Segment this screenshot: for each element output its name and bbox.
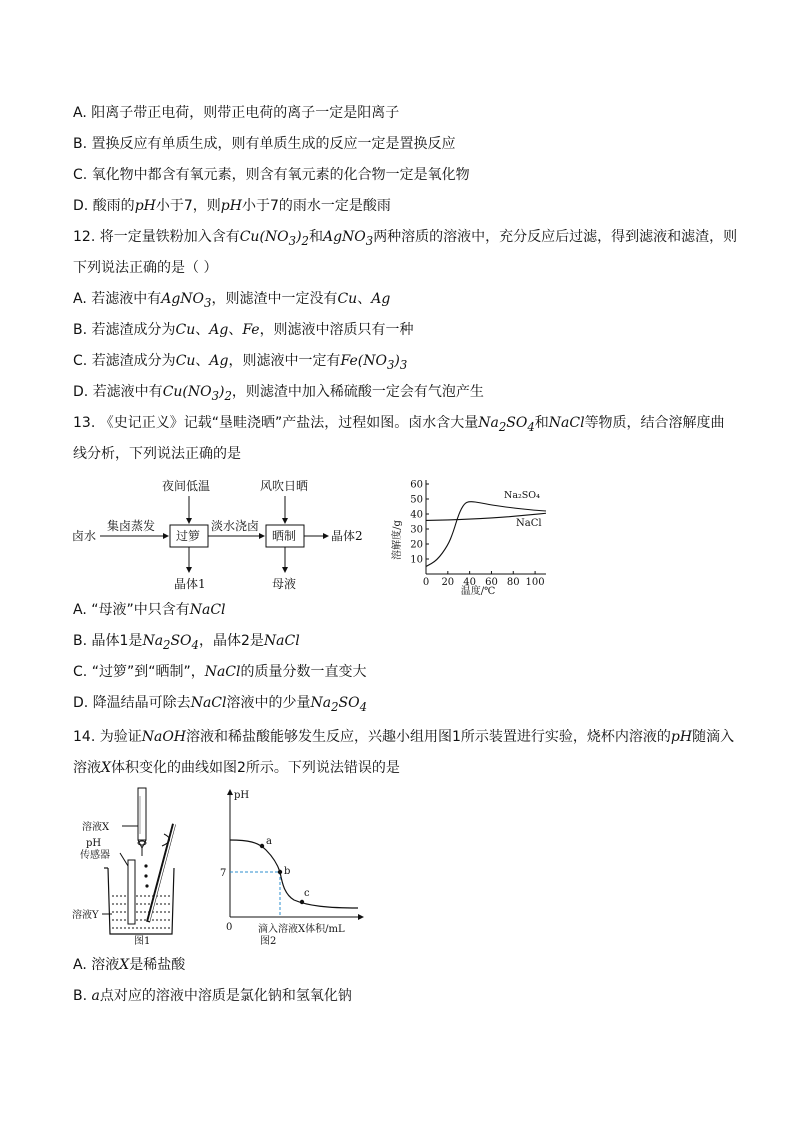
q13-option-b: B. 晶体1是$Na_2SO_4$，晶体2是NaCl [73,633,300,652]
fig2-zero: 0 [226,922,233,933]
fig1-burette [138,788,146,840]
q13-option-d: D. 降温结晶可除去NaCl溶液中的少量$Na_2SO_4$ [73,695,368,714]
fig2-curve [230,840,358,908]
q12-stem-line2: 下列说法正确的是（ ） [73,260,218,276]
sol-xtick-4: 80 [506,577,520,588]
sol-ytick-0: 10 [410,554,423,566]
q14-fig1-apparatus [72,786,202,952]
q11-option-d: D. 酸雨的pH小于7，则pH小于7的雨水一定是酸雨 [73,198,391,214]
fig1-sensor: 传感器 [80,850,110,861]
fig2-caption: 图2 [260,936,277,947]
sol-ytick-2: 30 [410,524,423,536]
fig1-sensor-probe [128,860,135,924]
fig2-seven: 7 [220,868,227,879]
sol-xtick-5: 100 [525,577,545,588]
flow-top1: 夜间低温 [162,479,211,493]
flow-input: 卤水 [72,529,97,543]
flow-step1: 集卤蒸发 [107,519,156,533]
fig1-soly: 溶液Y [72,910,99,921]
sol-xtick-2: 40 [463,577,477,588]
fig2-point-b [278,870,282,874]
sol-xtick-3: 60 [485,577,498,588]
sol-ytick-1: 20 [410,539,423,551]
fig2-point-c [300,900,304,904]
sol-ytick-4: 50 [410,494,423,506]
q12-stem: 12. 将一定量铁粉加入含有$Cu(NO_3)_2$和AgNO$_3$两种溶质的溶液中，充分反应后过滤，得到滤液和滤渣，则 [73,229,738,248]
sol-xtick-1: 20 [441,577,455,588]
flow-step2: 淡水浇卤 [211,519,260,533]
flow-top2: 风吹日晒 [260,479,309,493]
q11-option-a: A. 阳离子带正电荷，则带正电荷的离子一定是阳离子 [73,105,400,121]
q14-option-b: B. a点对应的溶液中溶质是氯化钠和氢氧化钠 [73,988,352,1004]
q13-stem: 13. 《史记正义》记载“垦畦浇晒”产盐法，过程如图。卤水含大量$Na_2SO_4$和NaCl等物质，结合溶解度曲 [73,415,725,434]
fig1-ph: pH [86,838,102,849]
q13-option-c: C. “过箩”到“晒制”，NaCl的质量分数一直变大 [73,664,367,680]
sol-ytick-5: 60 [410,479,423,491]
q11-option-c: C. 氧化物中都含有氧元素，则含有氧元素的化合物一定是氧化物 [73,167,470,183]
q13-solubility-chart [386,470,556,602]
sol-xlabel: 温度/℃ [460,586,496,597]
q12-option-c: C. 若滤渣成分为Cu、Ag，则滤液中一定有$Fe(NO_3)_3$ [73,353,408,372]
q13-option-a: A. “母液”中只含有NaCl [73,602,226,618]
fig2-xlabel: 滴入溶液X体积/mL [258,924,345,935]
sol-ytick-3: 40 [410,509,423,521]
sol-legend-nacl: NaCl [516,518,542,529]
q14-stem: 14. 为验证NaOH溶液和稀盐酸能够发生反应，兴趣小组用图1所示装置进行实验，烧杯内溶液的pH随滴入 [73,729,735,745]
sol-series-line-0 [426,502,546,567]
fig2-point-a [260,844,264,848]
flow-box1-label: 过箩 [176,529,201,543]
flow-out3: 晶体2 [331,529,363,543]
fig2-ylabel: pH [234,790,250,801]
q12-option-d: D. 若滤液中有$Cu(NO_3)_2$，则滤渣中加入稀硫酸一定会有气泡产生 [73,384,484,403]
flow-box2-label: 晒制 [272,529,297,543]
q12-option-b: B. 若滤渣成分为Cu、Ag、Fe，则滤液中溶质只有一种 [73,322,414,338]
sol-xtick-0: 0 [422,577,430,588]
q13-stem-line2: 线分析，下列说法正确的是 [73,446,241,462]
q11-option-b: B. 置换反应有单质生成，则有单质生成的反应一定是置换反应 [73,136,456,152]
fig1-caption: 图1 [134,936,151,947]
svg-text:a: a [266,836,272,847]
q14-fig2-ph-curve [218,786,368,952]
svg-text:b: b [284,866,291,877]
q13-flow-diagram [70,474,370,600]
sol-ylabel: 溶解度/g [392,520,403,560]
q14-option-a: A. 溶液X是稀盐酸 [73,957,186,973]
flow-out2: 母液 [272,577,297,591]
q12-option-a: A. 若滤液中有AgNO$_3$，则滤渣中一定没有Cu、Ag [73,291,391,310]
fig1-solx: 溶液X [82,822,110,833]
flow-out1: 晶体1 [174,577,206,591]
sol-legend-na2so4: Na₂SO₄ [504,490,540,501]
q14-stem-line2: 溶液X体积变化的曲线如图2所示。下列说法错误的是 [73,760,400,776]
svg-text:c: c [304,888,310,899]
